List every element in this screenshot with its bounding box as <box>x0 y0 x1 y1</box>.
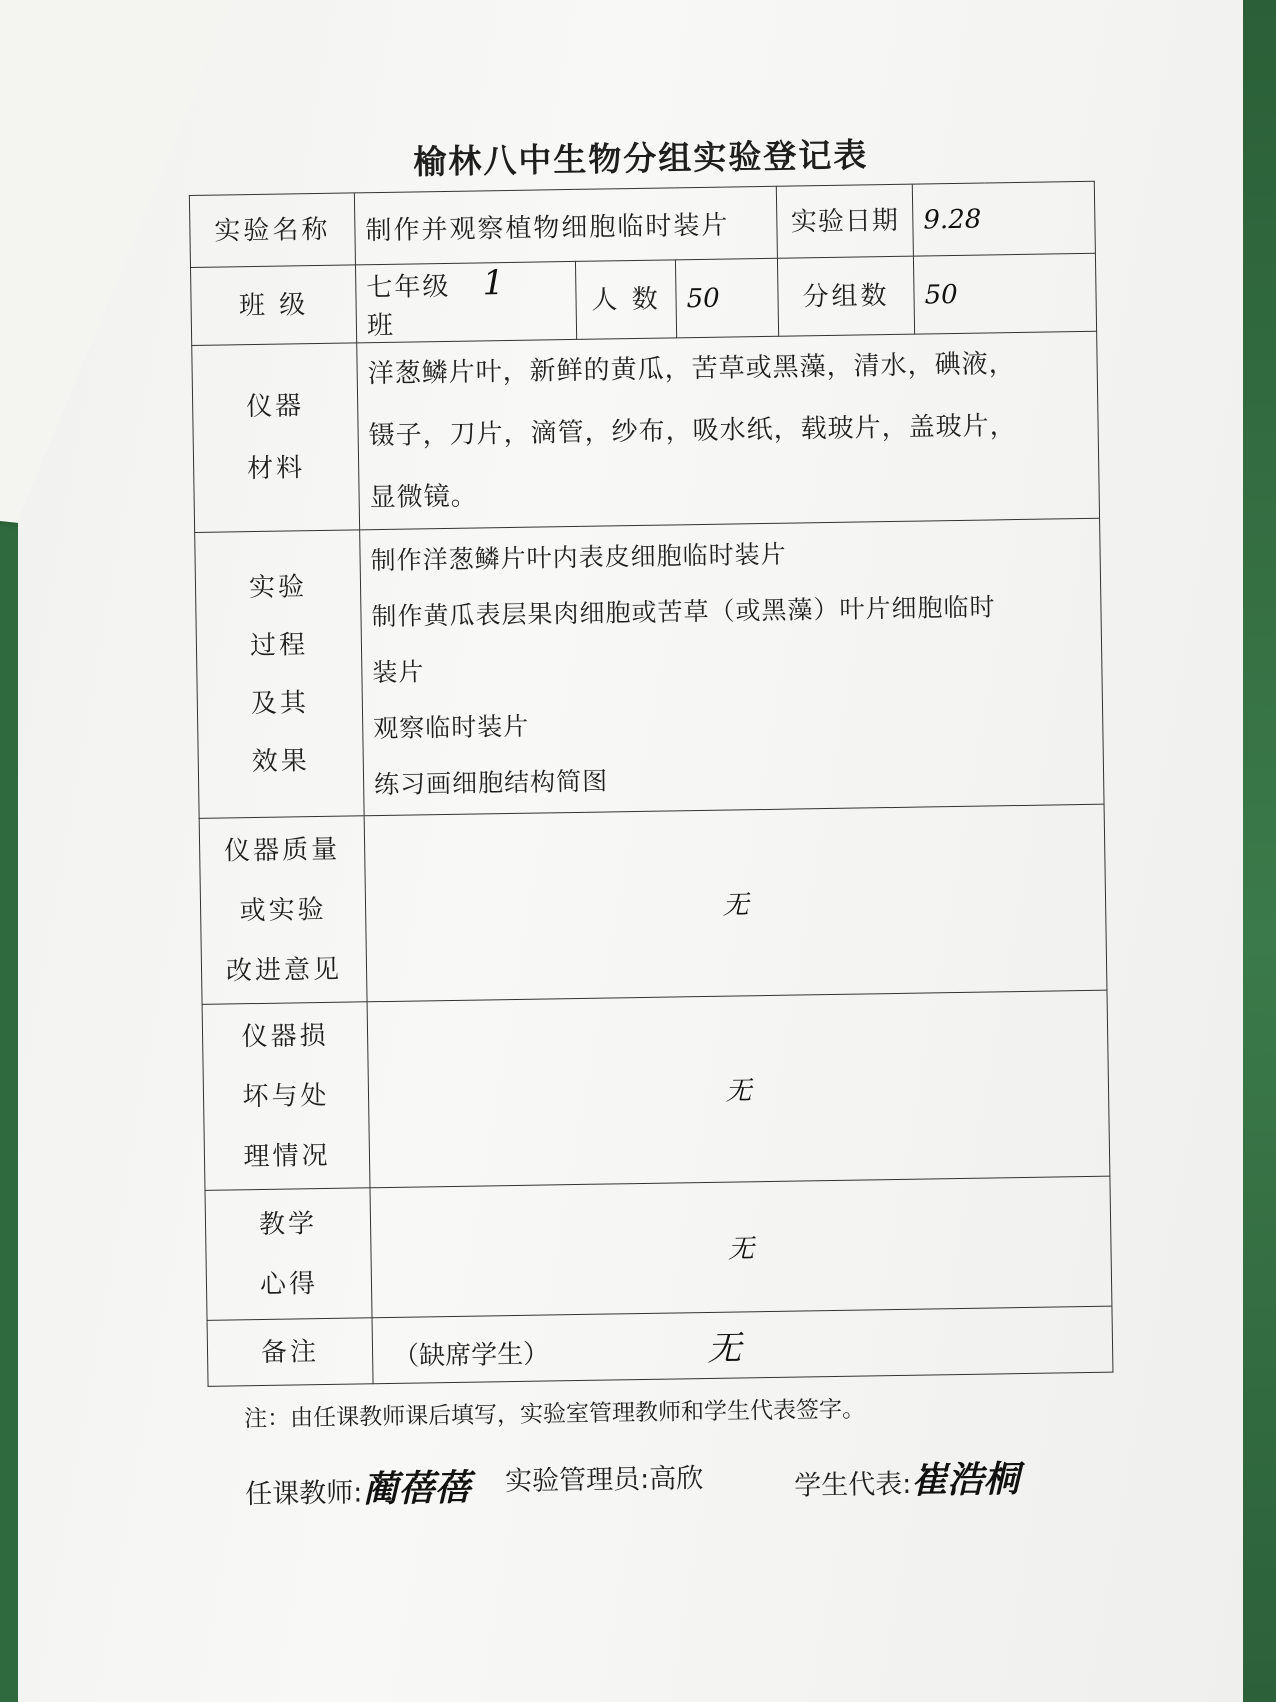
process-label <box>195 530 364 819</box>
class-number: 1 <box>482 263 507 304</box>
form-title: 榆林八中生物分组实验登记表 <box>413 135 869 182</box>
experiment-date-value: 9.28 <box>912 181 1095 256</box>
group-count-value: 50 <box>913 253 1096 334</box>
process-label-line: 实验 <box>248 571 308 603</box>
process-label-line: 效果 <box>251 745 310 777</box>
class-label: 班 级 <box>191 265 357 346</box>
materials-value <box>357 331 1100 530</box>
row-remarks <box>207 1306 1113 1386</box>
admin-signature: 实验管理员:高欣 <box>504 1463 704 1498</box>
materials-label <box>192 343 360 533</box>
process-line: 装片 <box>372 656 425 687</box>
process-line: 制作黄瓜表层果肉细胞或苦草（或黑藻）叶片细胞临时 <box>371 591 996 631</box>
teaching-label <box>205 1188 372 1321</box>
class-suffix: 班 <box>366 310 396 342</box>
student-name: 崔浩桐 <box>910 1458 1020 1502</box>
materials-line: 洋葱鳞片叶，新鲜的黄瓜，苦草或黑藻，清水，碘液， <box>367 349 1016 390</box>
process-line: 练习画细胞结构简图 <box>373 765 609 799</box>
row-process <box>195 518 1104 818</box>
experiment-name-value: 制作并观察植物细胞临时装片 <box>354 186 777 265</box>
remarks-handwritten: 无 <box>707 1328 742 1369</box>
teacher-name: 蔺蓓蓓 <box>361 1466 471 1511</box>
process-label-line: 及其 <box>250 687 310 719</box>
damage-label-line: 坏与处 <box>242 1080 330 1112</box>
row-materials <box>192 331 1100 532</box>
row-class <box>191 253 1097 345</box>
process-label-line: 过程 <box>249 629 309 661</box>
form-note: 注：由任课教师课后填写，实验室管理教师和学生代表签字。 <box>243 1396 866 1433</box>
teaching-value: 无 <box>370 1176 1112 1318</box>
registration-form <box>188 126 1115 1516</box>
people-label: 人 数 <box>575 260 676 340</box>
teacher-label: 任课教师: <box>245 1477 363 1511</box>
teaching-label-line: 心得 <box>259 1268 319 1300</box>
experiment-name-label: 实验名称 <box>189 193 355 268</box>
student-label: 学生代表: <box>793 1468 912 1502</box>
remarks-value <box>372 1306 1113 1384</box>
class-value <box>355 261 576 342</box>
process-value <box>360 518 1104 816</box>
student-signature <box>794 1451 1020 1506</box>
materials-line: 镊子，刀片，滴管，纱布，吸水纸，载玻片，盖玻片， <box>368 411 1017 452</box>
remarks-label: 备注 <box>207 1318 373 1387</box>
form-table <box>189 181 1114 1387</box>
row-damage <box>202 990 1110 1190</box>
materials-line: 显微镜。 <box>369 481 478 514</box>
damage-label-line: 理情况 <box>243 1140 331 1172</box>
process-line: 观察临时装片 <box>373 711 530 743</box>
process-line: 制作洋葱鳞片叶内表皮细胞临时装片 <box>370 539 787 575</box>
teaching-label-line: 教学 <box>258 1208 318 1240</box>
quality-label-line: 改进意见 <box>225 954 343 987</box>
people-count: 50 <box>675 258 778 338</box>
damage-label <box>202 1002 370 1191</box>
remarks-text: （缺席学生） <box>392 1339 550 1372</box>
quality-label <box>199 816 367 1005</box>
quality-label-line: 或实验 <box>239 894 327 926</box>
experiment-date-label: 实验日期 <box>776 184 913 258</box>
quality-label-line: 仪器质量 <box>223 834 341 867</box>
damage-label-line: 仪器损 <box>241 1020 329 1052</box>
materials-label-line: 材料 <box>246 453 306 485</box>
teacher-signature <box>245 1460 471 1515</box>
row-teaching <box>205 1176 1112 1320</box>
damage-value: 无 <box>367 990 1110 1188</box>
quality-value: 无 <box>364 804 1107 1002</box>
row-quality <box>199 804 1107 1004</box>
materials-label-line: 仪器 <box>245 391 305 423</box>
class-grade: 七年级 <box>366 271 451 304</box>
group-count-label: 分组数 <box>777 256 914 336</box>
